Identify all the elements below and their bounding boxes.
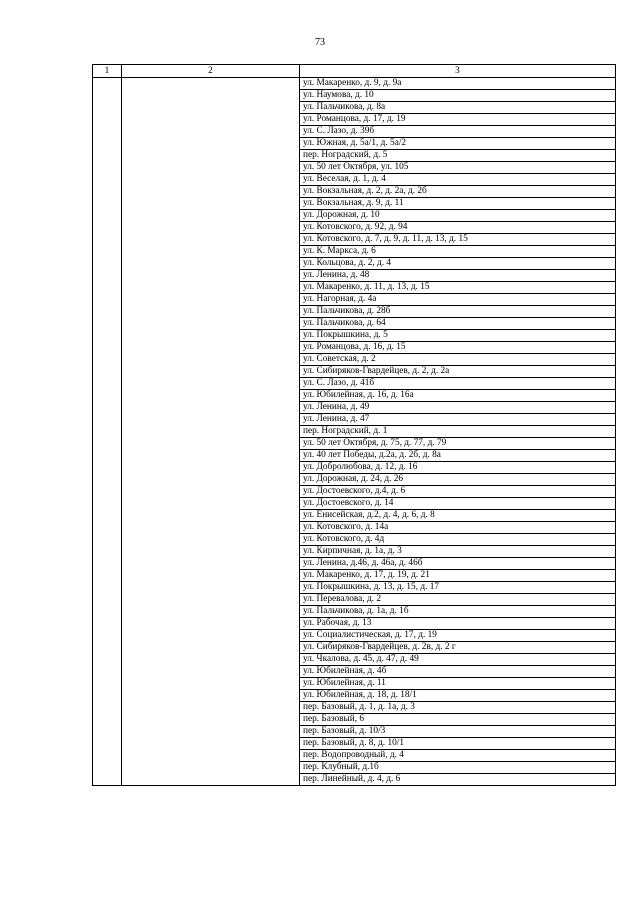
address-cell: ул. Ленина, д. 49 <box>300 402 616 414</box>
address-cell: ул. Пальчикова, д. 8а <box>300 102 616 114</box>
address-cell: ул. Ленина, д. 48 <box>300 270 616 282</box>
address-cell: ул. Достоевского, д. 14 <box>300 498 616 510</box>
address-cell: пер. Базовый, д. 10/3 <box>300 726 616 738</box>
address-cell: ул. С. Лазо, д. 39б <box>300 126 616 138</box>
address-cell: ул. Вокзальная, д. 2, д. 2а, д. 2б <box>300 186 616 198</box>
address-cell: ул. 40 лет Победы, д.2а, д. 2б, д. 8а <box>300 450 616 462</box>
address-cell: ул. Нагорная, д. 4а <box>300 294 616 306</box>
address-cell: пер. Базовый, д. 8, д. 10/1 <box>300 738 616 750</box>
address-cell: ул. Юбилейная, д. 4б <box>300 666 616 678</box>
address-cell: ул. Достоевского, д.4, д. 6 <box>300 486 616 498</box>
column-header-1: 1 <box>93 65 122 78</box>
table-body <box>93 78 616 786</box>
column-1-cell <box>93 78 122 786</box>
address-cell: ул. Перевалова, д. 2 <box>300 594 616 606</box>
address-cell: ул. Ленина, д. 47 <box>300 414 616 426</box>
address-cell: ул. Макаренко, д. 9, д. 9а <box>300 78 616 90</box>
address-cell: ул. Ленина, д.46, д. 46а, д. 46б <box>300 558 616 570</box>
address-cell: ул. Добролюбова, д. 12, д. 16 <box>300 462 616 474</box>
address-cell: ул. Веселая, д. 1, д. 4 <box>300 174 616 186</box>
address-cell: ул. Советская, д. 2 <box>300 354 616 366</box>
address-cell: пер. Водопроводный, д. 4 <box>300 750 616 762</box>
address-cell: ул. 50 лет Октября, ул. 105 <box>300 162 616 174</box>
address-cell: ул. Макаренко, д. 11, д. 13, д. 15 <box>300 282 616 294</box>
address-cell: ул. Котовского, д. 4д <box>300 534 616 546</box>
address-cell: ул. Котовского, д. 14а <box>300 522 616 534</box>
address-cell: ул. Наумова, д. 10 <box>300 90 616 102</box>
address-cell: ул. Енисейская, д.2, д. 4, д. 6, д. 8 <box>300 510 616 522</box>
address-table <box>92 64 616 786</box>
column-header-2: 2 <box>122 65 300 78</box>
address-cell: ул. Покрышкина, д. 13, д. 15, д. 17 <box>300 582 616 594</box>
address-cell: пер. Ноградский, д. 1 <box>300 426 616 438</box>
address-cell: ул. Дорожная, д. 24, д. 26 <box>300 474 616 486</box>
address-cell: пер. Клубный, д.1б <box>300 762 616 774</box>
address-cell: ул. Пальчикова, д. 64 <box>300 318 616 330</box>
address-cell: ул. Котовского, д. 92, д. 94 <box>300 222 616 234</box>
address-cell: пер. Ноградский, д. 5 <box>300 150 616 162</box>
address-cell: ул. Социалистическая, д. 17, д. 19 <box>300 630 616 642</box>
address-cell: ул. Чкалова, д. 45, д. 47, д. 49 <box>300 654 616 666</box>
address-cell: ул. Сибиряков-Гвардейцев, д. 2в, д. 2 г <box>300 642 616 654</box>
address-cell: ул. Пальчикова, д. 1а, д. 1б <box>300 606 616 618</box>
address-cell: ул. Юбилейная, д. 18, д. 18/1 <box>300 690 616 702</box>
address-cell: ул. Макаренко, д. 17, д. 19, д. 21 <box>300 570 616 582</box>
address-cell: ул. Дорожная, д. 10 <box>300 210 616 222</box>
address-cell: ул. Пальчикова, д. 28б <box>300 306 616 318</box>
address-cell: пер. Базовый, д. 1, д. 1а, д. 3 <box>300 702 616 714</box>
address-cell: ул. Юбилейная, д. 11 <box>300 678 616 690</box>
address-cell: ул. Романцова, д. 17, д. 19 <box>300 114 616 126</box>
address-cell: пер. Базовый, 6 <box>300 714 616 726</box>
address-cell: ул. Кольцова, д. 2, д. 4 <box>300 258 616 270</box>
address-cell: пер. Линейный, д. 4, д. 6 <box>300 774 616 786</box>
address-cell: ул. Сибиряков-Гвардейцев, д. 2, д. 2а <box>300 366 616 378</box>
table-row <box>93 78 616 90</box>
page-number: 73 <box>315 37 325 48</box>
column-header-3: 3 <box>300 65 616 78</box>
address-cell: ул. С. Лазо, д. 41б <box>300 378 616 390</box>
address-cell: ул. Юбилейная, д. 16, д. 16а <box>300 390 616 402</box>
address-cell: ул. К. Маркса, д. 6 <box>300 246 616 258</box>
address-cell: ул. Рабочая, д. 13 <box>300 618 616 630</box>
address-cell: ул. Романцова, д. 16, д. 15 <box>300 342 616 354</box>
column-2-cell <box>122 78 300 786</box>
address-cell: ул. Вокзальная, д. 9, д. 11 <box>300 198 616 210</box>
address-cell: ул. 50 лет Октября, д. 75, д. 77, д. 79 <box>300 438 616 450</box>
address-cell: ул. Котовского, д. 7, д. 9, д. 11, д. 13, д. 15 <box>300 234 616 246</box>
header-row <box>93 65 616 78</box>
address-cell: ул. Южная, д. 5а/1, д. 5а/2 <box>300 138 616 150</box>
address-cell: ул. Покрышкина, д. 5 <box>300 330 616 342</box>
address-cell: ул. Кирпичная, д. 1а, д. 3 <box>300 546 616 558</box>
